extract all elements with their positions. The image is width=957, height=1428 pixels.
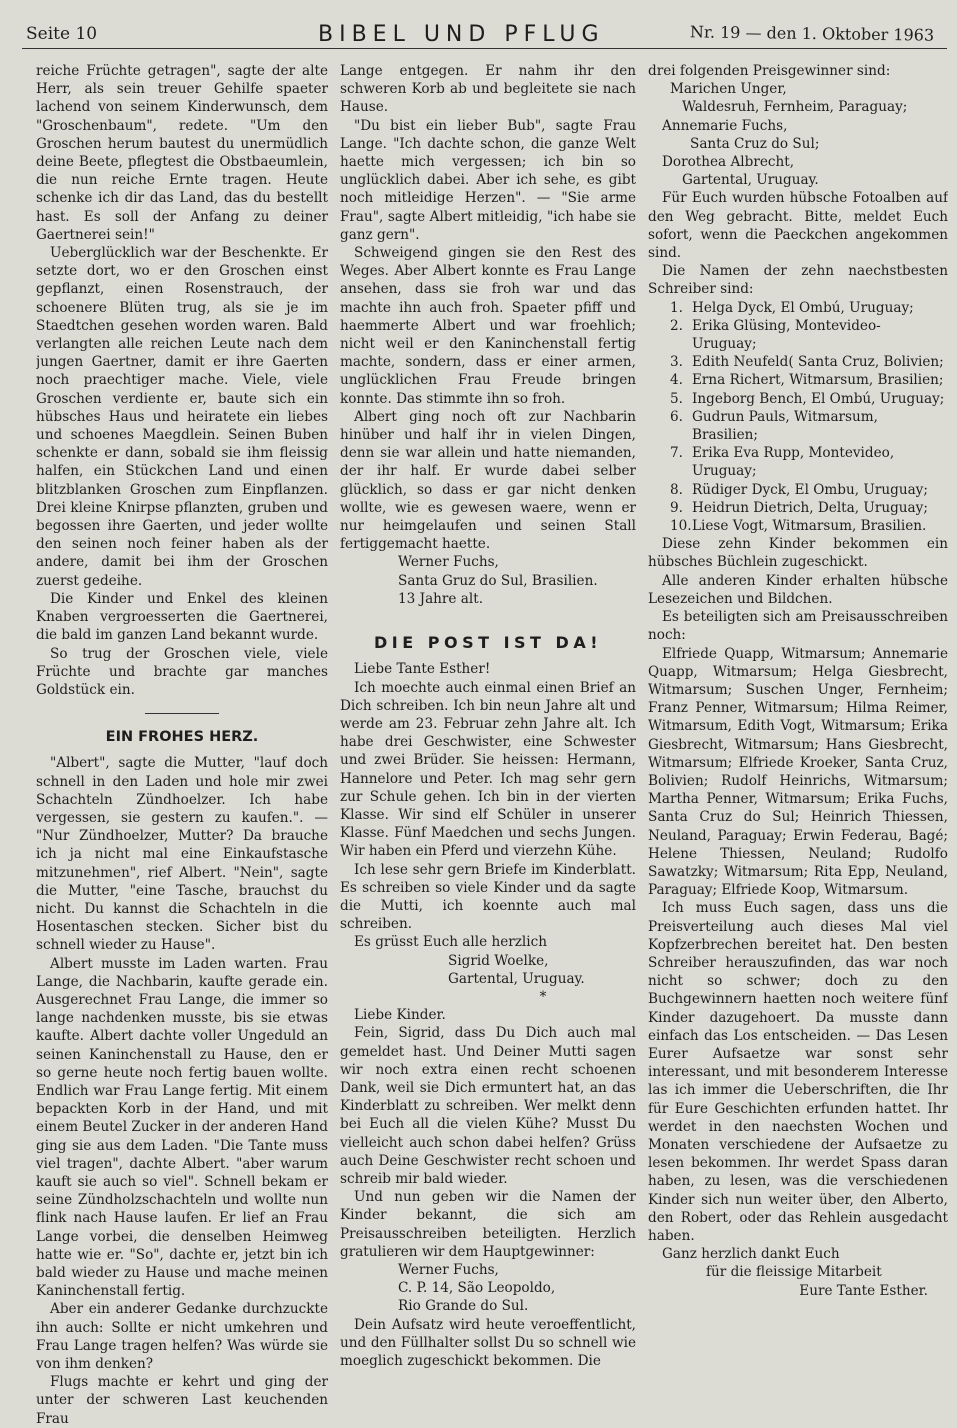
closing-signature: Eure Tante Esther. <box>799 1282 928 1299</box>
column-2 <box>340 62 636 1370</box>
signature-line: Werner Fuchs, <box>398 554 499 571</box>
list-item: 4. Erna Richert, Witmarsum, Brasilien; <box>670 372 944 389</box>
ranked-list <box>648 299 948 536</box>
list-item: 9. Heidrun Dietrich, Delta, Uruguay; <box>670 499 928 516</box>
paragraph: drei folgenden Preisgewinner sind: <box>648 63 891 79</box>
list-item: 8. Rüdiger Dyck, El Ombu, Uruguay; <box>670 481 928 498</box>
paragraph: Es grüsst Euch alle herzlich <box>354 934 547 951</box>
page-header <box>0 18 957 52</box>
paragraph: Die Namen der zehn naechstbesten Schreiber sind: <box>648 263 948 298</box>
paragraph: Flugs machte er kehrt und ging der unter der schweren Last keuchenden Frau <box>36 1374 328 1427</box>
paragraph: Ueberglücklich war der Beschenkte. Er setzte dort, wo er den Groschen einst gepflanzt, einen Rosenstrauch, der schoenere Blüten trug, als sie je im Staedtchen gesehen worden waren. Bald verlangten alle reichen Leute nach dem jungen Gaertner, damit er ihre Gaerten noch praechtiger mache. Viele, viele Groschen verdiente er, baute sich ein hübsches Haus und heiratete ein liebes und schoenes Maegdlein. Seinen Buben schenkte er dann, sobald sie ihm fleissig halfen, ein Stückchen Land und einen blitzblanken Groschen zum Einpflanzen. Drei kleine Knirpse pflanzten, gruben und begossen ihre Gaerten, und jeder wollte den seinen noch feiner haben als der andere, damit bei ihm der Groschen zuerst gedeihe. <box>36 245 328 589</box>
paragraph: Es beteiligten sich am Preisausschreiben noch: <box>648 609 948 644</box>
winner-line: Santa Cruz do Sul; <box>690 135 820 152</box>
publication-title: BIBEL UND PFLUG <box>318 22 605 47</box>
paragraph: So trug der Groschen viele, viele Früchte und brachte gar manches Goldstück ein. <box>36 645 328 698</box>
winner-line: Werner Fuchs, <box>398 1262 499 1278</box>
paragraph: Alle anderen Kinder erhalten hübsche Lesezeichen und Bildchen. <box>648 572 948 607</box>
closing-line: Ganz herzlich dankt Euch <box>662 1246 840 1263</box>
winner-line: Marichen Unger, <box>670 81 787 98</box>
paragraph: Und nun geben wir die Namen der Kinder bekannt, die sich am Preisausschreiben beteiligten. Herzlich gratulieren wir dem Hauptgewinner: <box>340 1189 636 1260</box>
paragraph: reiche Früchte getragen", sagte der alte Herr, als sein treuer Gehilfe spaeter lachend von seinem Kinderwunsch, dem "Groschenbaum", redete. "Um den Groschen herum bautest du unermüdlich deine Beete, pflegtest die Obstbaeumlein, die nun reiche Ernte tragen. Heute schenke ich dir das Land, das du bestellt hast. Es soll der Anfang zu deiner Gaertnerei sein!" <box>36 63 328 243</box>
list-item: 10.Liese Vogt, Witmarsum, Brasilien. <box>670 518 927 535</box>
paragraph: Dein Aufsatz wird heute veroeffentlicht, und den Füllhalter sollst Du so schnell wie moeglich zugeschickt bekommen. Die <box>340 1316 636 1370</box>
paragraph: Schweigend gingen sie den Rest des Weges. Aber Albert konnte es Frau Lange ansehen, dass sie froh war und das machte ihn auch froh. Spaeter pfiff und haemmerte Albert und war froehlich; nicht weil er den Kaninchenstall fertig machte, sondern, dass er einer armen, unglücklichen Frau Freude bringen konnte. Das stimmte ihn so froh. <box>340 245 636 407</box>
separator-star: * <box>539 988 547 1005</box>
winner-line: Rio Grande do Sul. <box>398 1298 529 1315</box>
column-3 <box>648 62 948 1300</box>
list-item: 1. Helga Dyck, El Ombú, Uruguay; <box>670 299 914 316</box>
letter-greeting: Liebe Kinder. <box>354 1007 446 1024</box>
winner-line: Waldesruh, Fernheim, Paraguay; <box>682 99 908 116</box>
signature-line: Sigrid Woelke, <box>448 952 549 969</box>
paragraph: Elfriede Quapp, Witmarsum; Annemarie Quapp, Witmarsum; Helga Giesbrecht, Witmarsum; Suschen Unger, Fernheim; Franz Penner, Witmarsum; Hilma Reimer, Witmarsum, Edith Vogt, Witmarsum; Erika Giesbrecht, Witmarsum; Hans Giesbrecht, Witmarsum; Elfriede Kroeker, Santa Cruz, Bolivien; Rudolf Heinrichs, Witmarsum; Martha Penner, Witmarsum; Erika Fuchs, Santa Cruz do Sul; Heinrich Thiessen, Neuland, Paraguay; Erwin Federau, Bagé; Helene Thiessen, Neuland; Rudolfo Sawatzky; Witmarsum; Rita Epp, Neuland, Paraguay; Elfriede Koop, Witmarsum. <box>648 645 948 899</box>
page-number: Seite 10 <box>26 24 98 44</box>
paragraph: Aber ein anderer Gedanke durchzuckte ihn auch: Sollte er nicht umkehren und Frau Lange tragen helfen? Was würde sie von ihm denken? <box>36 1301 328 1373</box>
paragraph: Diese zehn Kinder bekommen ein hübsches Büchlein zugeschickt. <box>648 536 948 571</box>
winner-line: C. P. 14, São Leopoldo, <box>398 1280 556 1297</box>
signature-line: 13 Jahre alt. <box>398 590 484 607</box>
list-item: 6. Gudrun Pauls, Witmarsum, Brasilien; <box>670 408 878 444</box>
winner-line: Gartental, Uruguay. <box>682 172 819 189</box>
list-item: 2. Erika Glüsing, Montevideo- Uruguay; <box>670 317 881 353</box>
list-item: 5. Ingeborg Bench, El Ombú, Uruguay; <box>670 390 945 407</box>
paragraph: Ich moechte auch einmal einen Brief an Dich schreiben. Ich bin neun Jahre alt und werde am 23. Februar zehn Jahre alt. Ich habe drei Geschwister, eine Schwester und zwei Brüder. Sie heissen: Hermann, Hannelore und Peter. Ich mag sehr gern zur Schule gehen. Ich bin in der vierten Klasse. Wir sind elf Schüler in unserer Klasse. Fünf Maedchen und sechs Jungen. Wir haben ein Pferd und vierzehn Kühe. <box>340 679 636 860</box>
closing-line: für die fleissige Mitarbeit <box>706 1264 882 1281</box>
list-item: 3. Edith Neufeld( Santa Cruz, Bolivien; <box>670 354 944 371</box>
winner-line: Annemarie Fuchs, <box>662 117 788 134</box>
paragraph: Albert ging noch oft zur Nachbarin hinüber und half ihr in vielen Dingen, denn sie war allein und hatte niemanden, der ihr half. Er wurde dabei selber glücklich, so dass er gar nicht denken wollte, wie es gewesen waere, wenn er nur heimgelaufen und seinen Stall fertiggemacht haette. <box>340 408 636 553</box>
winner-line: Dorothea Albrecht, <box>662 154 795 171</box>
paragraph: Für Euch wurden hübsche Fotoalben auf den Weg gebracht. Bitte, meldet Euch sofort, wenn die Paeckchen angekommen sind. <box>648 190 948 262</box>
paragraph: Lange entgegen. Er nahm ihr den schweren Korb ab und begleitete sie nach Hause. <box>340 63 636 116</box>
column-1 <box>36 62 328 1428</box>
list-item: 7. Erika Eva Rupp, Montevideo, Uruguay; <box>670 445 895 480</box>
section-heading: DIE POST IST DA! <box>374 633 602 653</box>
letter-greeting: Liebe Tante Esther! <box>354 661 491 678</box>
paragraph: Albert musste im Laden warten. Frau Lange, die Nachbarin, kaufte gerade ein. Ausgerechnet Frau Lange, die immer so lange nachdenken musste, bis sie etwas kaufte. Albert dachte voller Ungeduld an seinen Kaninchenstall zu Hause, den er so gerne heute noch fertig bauen wollte. Endlich war Frau Lange fertig. Mit einem bepackten Korb in der Hand, und mit einem Beutel Zucker in der anderen Hand ging sie aus dem Laden. "Die Tante muss viel tragen", dachte Albert. "aber warum kauft sie auch so viel". Schnell bekam er seine Zündholzschachteln und wollte nun flink nach Hause laufen. Er lief an Frau Lange vorbei, die denselben Heimweg hatte wie er. "So", dachte er, jetzt bin ich bald wieder zu Hause und mache meinen Kaninchenstall fertig. <box>36 955 328 1300</box>
section-divider <box>145 713 219 714</box>
paragraph: "Du bist ein lieber Bub", sagte Frau Lange. "Ich dachte schon, die ganze Welt haette mich vergessen; ich bin so unglücklich dabei. Aber ich sehe, es gibt noch mitleidige Herzen". — "Sie arme Frau", sagte Albert mitleidig, "ich habe sie ganz gern". <box>340 117 636 243</box>
signature-line: Santa Gruz do Sul, Brasilien. <box>398 572 598 589</box>
issue-date: Nr. 19 — den 1. Oktober 1963 <box>689 22 935 45</box>
header-rule <box>22 48 947 49</box>
paragraph: Die Kinder und Enkel des kleinen Knaben vergroesserten die Gaertnerei, die bald im ganzen Land bekannt wurde. <box>36 590 328 644</box>
paragraph: "Albert", sagte die Mutter, "lauf doch schnell in den Laden und hole mir zwei Schachteln Zündhoelzer. Ich habe vergessen, sie gestern zu kaufen.". — "Nur Zündhoelzer, Mutter? Da brauche ich ja nicht mal eine Einkaufstasche mitzunehmen", rief Albert. "Nein", sagte die Mutter, "eine Tasche, brauchst du nicht. Du kannst die Schachteln in die Hosentaschen stecken. Sicher bist du schnell wieder zu Hause". <box>36 755 328 954</box>
signature-line: Gartental, Uruguay. <box>448 970 585 987</box>
paragraph: Fein, Sigrid, dass Du Dich auch mal gemeldet hast. Und Deiner Mutti sagen wir noch extra einen recht schoenen Dank, weil sie Dich ermuntert hat, an das Kinderblatt zu schreiben. Wer melkt denn bei Euch all die vielen Kühe? Musst Du vielleicht auch schon dabei helfen? Grüss auch Deine Geschwister recht schoen und schreib mir bald wieder. <box>340 1025 636 1187</box>
paragraph: Ich muss Euch sagen, dass uns die Preisverteilung auch dieses Mal viel Kopfzerbrechen bereitet hat. Den besten Schreiber herauszufinden, das war noch nicht so schwer; doch zu den Buchgewinnern haetten noch weitere fünf Kinder dazugehoert. Da musste dann einfach das Los entscheiden. — Das Lesen Eurer Aufsaetze war sonst sehr interessant, und mit besonderem Interesse las ich immer die Ueberschriften, die Ihr für Eure Geschichten erfunden hattet. Ihr werdet in den naechsten Wochen und Monaten verschiedene der Aufsaetze zu lesen bekommen. Ihr werdet Spass daran haben, zu lesen, was die verschiedenen Kinder sich nun weiter über, den Alberto, den Robert, oder das Rehlein ausgedacht haben. <box>648 900 948 1244</box>
article-heading: EIN FROHES HERZ. <box>105 729 259 746</box>
paragraph: Ich lese sehr gern Briefe im Kinderblatt. Es schreiben so viele Kinder und da sagte die Mutti, ich koennte auch mal schreiben. <box>340 861 636 933</box>
